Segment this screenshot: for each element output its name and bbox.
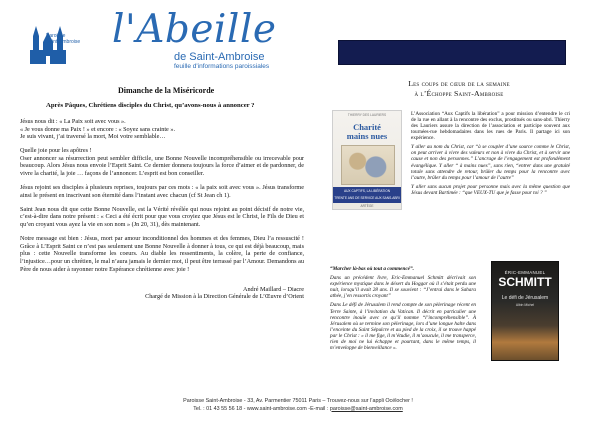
book-cover-charite-mains-nues: [332, 110, 402, 210]
p1-line-2: « Je vous donne ma Paix ! » et encore : « Soyez sans crainte ».: [20, 125, 175, 133]
footer: [28, 398, 568, 413]
right-title-line-2: à l’Échoppe Saint-Ambroise: [414, 89, 504, 98]
book2-publisher: Albin Michel: [515, 303, 535, 307]
signature: [20, 286, 304, 302]
book2-author-big: SCHMITT: [498, 275, 552, 289]
paragraph-5: Notre message est bien : Jésus, mort par amour inconditionnel des hommes et des femmes, Dieu l’a ressuscité ! Grâce à L’Esprit Saint ce n’est pas seulement une Bonne Nouvelle à donner à tous, ce qui est déjà beaucoup, mais plus : cette Nouvelle transforme les coeurs. Au diable les ressentiments, la colère, la perte de confiance, l’injustice…pour un chrétien, le mal n’aura jamais le dernier mot, il peut être terrassé par l’Amour. Demandons au Père de nous aider à rayonner notre Espérance chrétienne avec joie !: [20, 235, 304, 273]
p2-line-1: Quelle joie pour les apôtres !: [20, 147, 92, 155]
footer-line-1: Paroisse Saint-Ambroise - 33, Av. Parmentier 75011 Paris – Trouvez-nous sur l’appli Océlocher !: [183, 398, 413, 404]
book-cover-le-defi-de-jerusalem: [491, 261, 559, 361]
signature-role: Chargé de Mission à la Direction Générale de L’Œuvre d’Orient: [145, 293, 304, 301]
book1-title-2: mains nues: [346, 131, 388, 141]
p1-line-3: Je suis vivant, j’ai traversé la mort, Moi votre semblable…: [20, 133, 166, 141]
book1-title: [333, 123, 401, 141]
book1-review-p2: Y aller au nom du Christ, car “à se coupler d’une source comme le Christ, on peut arriver à vivre des valeurs et non à vivre du Christ, et à servir une cause et non des personnes.” L’ancrage de l’engagement est profondément évangélique. Y aller “ à mains nues”, sans rien, “entrer dans une gratuité totale sans attendre de retour, brûler du temps pour la rencontre avec l’autre, brûler du temps pour l’amour de l’autre”: [411, 144, 570, 181]
left-article: [20, 118, 304, 301]
header-banner: [338, 40, 566, 65]
book1-band-1: AUX CAPTIFS, LA LIBÉRATION: [344, 189, 390, 193]
book2-review-p2: Dans Le défi de Jérusalem il rend compte de son pèlerinage récent en Terre Sainte, à l’invitation du Vatican. Il décrit en particulier une rencontre inouïe avec ce qu’il nomme “l’incompréhensible”. À Jérusalem où se termine son pèlerinage, lors d’une longue halte dans l’enceinte du Saint Sépulcre et au pied de la croix, il se trouve happé par le Christ : « il me fige, il m’étudie, il m’aoucule, il me transperce, rien de moi ne lui échappe et pourtant, dans le même temps, il m’enveloppe de bienveillance ».: [330, 302, 476, 352]
parish-small-label: [46, 33, 80, 45]
footer-email-link[interactable]: paroisse@saint-ambroise.com: [329, 405, 403, 412]
footer-line-2: [28, 406, 568, 414]
book2-review-lead: “Marcher là-bas où tout a commencé”.: [330, 266, 414, 272]
book1-author: THIERRY DES LAURIERS: [347, 113, 387, 117]
book1-band: [333, 187, 401, 203]
parish-label-line1: Paroisse: [46, 33, 66, 39]
book1-review: [411, 111, 570, 199]
book1-band-2: TRENTE ANS DE SERVICE AUX SANS-ABRI: [334, 196, 400, 200]
signature-name: André Maillard – Diacre: [243, 285, 304, 293]
book2-title: Le défi de Jérusalem: [501, 295, 549, 301]
book1-illustration: [341, 145, 395, 185]
paragraph-1: [20, 118, 304, 141]
footer-contact-text: Tel. : 01 43 55 56 18 - www.saint-ambroise.com -E-mail :: [193, 405, 330, 412]
book1-review-p3: Y aller sans aucun projet pour personne mais avec la même question que Jésus devant Bartimée : “que VEUX-TU que je fasse pour toi ? ”: [411, 183, 570, 196]
right-section-title: [352, 79, 566, 99]
book2-author-small: ÉRIC-EMMANUEL: [504, 270, 546, 275]
book2-review: [330, 266, 476, 354]
book2-review-p1: Dans un précédent livre, Eric-Emmanuel Schmitt décrivait son expérience mystique dans le désert du Hoggar où il s’était perdu une nuit, lorsqu’il avait 28 ans. Il se souvient : “J’entrai dans le Sahara athée, j’en ressortis croyant”: [330, 274, 476, 300]
sunday-title: Dimanche de la Miséricorde: [118, 86, 215, 95]
right-title-line-1: Les coups de cœur de la semaine: [408, 79, 510, 88]
paragraph-3: Jésus rejoint ses disciples à plusieurs reprises, toujours par ces mots : « la paix soit avec vous ». Jésus transforme ainsi le présent en inscrivant son éternité dans l’instant avec chacun (cf St Jean ch 1).: [20, 184, 304, 199]
parish-label-line2: Saint-Ambroise: [46, 39, 81, 45]
book1-review-p1: L’Association “Aux Captifs la libération” a pour mission d’entendre le cri de la rue en allant à la rencontre des exclus, prostitués ou sans-abri. Thierry des Lauriers assure la direction de l’association et participe souvent aux tournées-rue hebdomadaires dans les rues de Paris. Il partage ici son expérience.: [411, 111, 570, 142]
book1-title-1: Charité: [353, 122, 381, 132]
newsletter-subtitle: de Saint-Ambroise: [174, 51, 265, 63]
newsletter-title: l'Abeille: [112, 7, 277, 52]
paragraph-2: [20, 147, 304, 177]
paragraph-4: Saint Jean nous dit que cette Bonne Nouvelle, est la Vérité révélée qui nous rejoint au point décisif de notre vie, c’est-à-dire dans notre présent : « Ceci a été écrit pour que vous croyiez que Jésus est le Christ, le Fils de Dieu et qu’en croyant vous ayez la vie en son nom » (Jn 20, 31), dès maintenant.: [20, 205, 304, 229]
newsletter-tagline: feuille d'informations paroissiales: [174, 63, 270, 70]
article-question-title: Après Pâques, Chrétiens disciples du Christ, qu’avons-nous à annoncer ?: [46, 102, 255, 109]
p1-line-1: Jésus nous dit : « La Paix soit avec vous ».: [20, 118, 126, 125]
book1-publisher: ARTÈGE: [360, 204, 374, 208]
p2-text: Oser annoncer sa résurrection peut sembler difficile, une Bonne Nouvelle incompréhensible ou irrecevable pour beaucoup. Alors Jésus nous envoie l’Esprit Saint. Ce dernier donnera toujours la force d’aimer et de pardonner, de vivre la charité, la joie … façons de l’annoncer. L’esprit est bon conseiller.: [20, 154, 304, 178]
